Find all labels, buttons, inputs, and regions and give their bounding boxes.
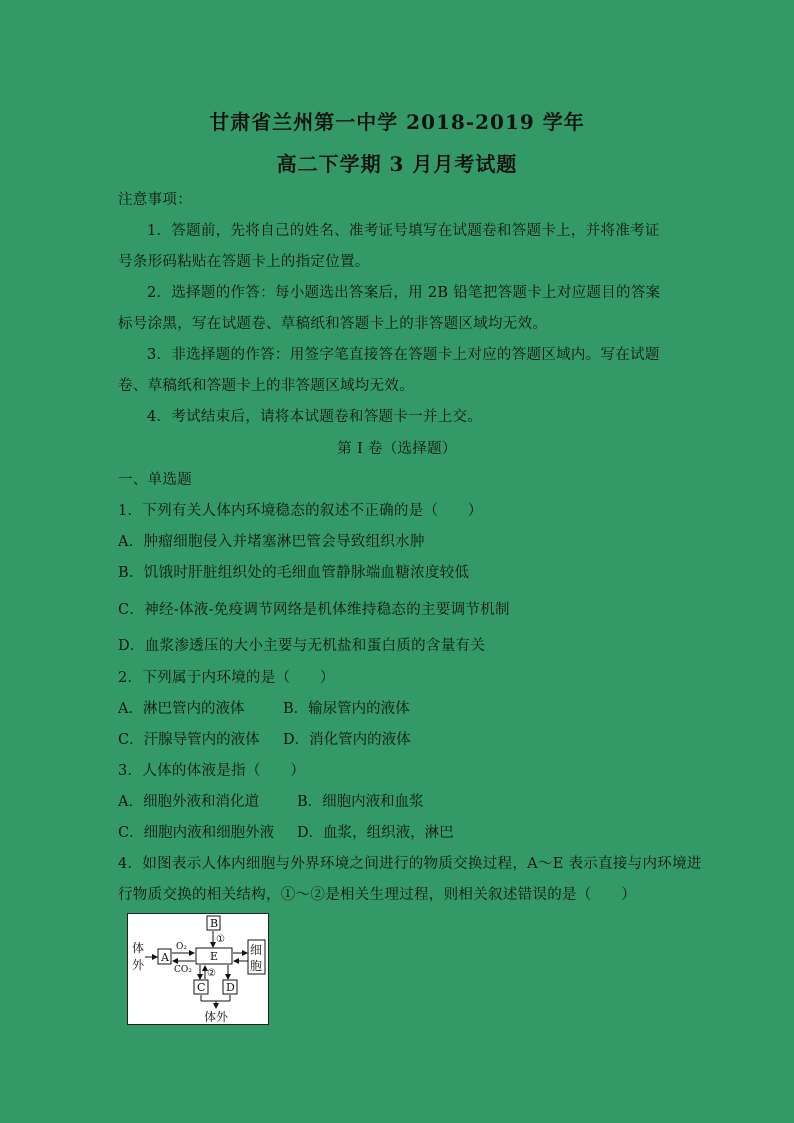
cell-label-bottom: 胞 [250,959,263,973]
notice-line: 2．选择题的作答：每小题选出答案后，用 2B 铅笔把答题卡上对应题目的答案 [147,285,661,301]
exam-title-line2: 高二下学期 3 月月考试题 [276,152,518,176]
question-4-stem-line1: 4．如图表示人体内细胞与外界环境之间进行的物质交换过程，A～E 表示直接与内环境进 [118,856,702,872]
box-a-label: A [161,951,169,964]
question-3-option-d: D．血浆，组织液，淋巴 [297,825,454,841]
notice-heading: 注意事项： [118,192,192,208]
notice-line: 3．非选择题的作答：用签字笔直接答在答题卡上对应的答题区域内。写在试题 [147,347,660,363]
question-3-stem: 3．人体的体液是指（ ） [118,763,306,779]
exchange-diagram [127,913,269,1025]
question-4-stem-line2: 行物质交换的相关结构，①～②是相关生理过程，则相关叙述错误的是（ ） [118,887,636,903]
question-1-stem: 1．下列有关人体内环境稳态的叙述不正确的是（ ） [118,503,483,519]
box-b-label: B [210,917,219,930]
step-1-label: ① [216,934,225,945]
question-3-option-a: A．细胞外液和消化道 [118,794,259,810]
question-2-option-a: A．淋巴管内的液体 [118,701,245,717]
question-1-option-b: B．饥饿时肝脏组织处的毛细血管静脉端血糖浓度较低 [118,565,470,581]
exam-title-line1: 甘肃省兰州第一中学 2018-2019 学年 [209,110,585,134]
question-1-option-a: A．肿瘤细胞侵入并堵塞淋巴管会导致组织水肿 [118,534,425,550]
exchange-diagram-svg [128,914,268,1024]
notice-line: 1．答题前，先将自己的姓名、准考证号填写在试题卷和答题卡上，并将准考证 [147,223,660,239]
outside-label-top: 体 [132,941,145,955]
section-title: 第 I 卷（选择题） [337,441,457,457]
notice-line: 标号涂黑，写在试题卷、草稿纸和答题卡上的非答题区域均无效。 [118,316,548,332]
question-2-stem: 2．下列属于内环境的是（ ） [118,670,335,686]
question-3-option-b: B．细胞内液和血浆 [297,794,424,810]
question-2-option-c: C．汗腺导管内的液体 [118,732,260,748]
notice-line: 卷、草稿纸和答题卡上的非答题区域均无效。 [118,378,414,394]
question-1-option-d: D．血浆渗透压的大小主要与无机盐和蛋白质的含量有关 [118,638,486,654]
outside-bottom-label: 体外 [204,1010,229,1024]
question-3-option-c: C．细胞内液和细胞外液 [118,825,275,841]
notice-line: 号条形码粘贴在答题卡上的指定位置。 [118,254,370,270]
question-2-option-d: D．消化管内的液体 [283,732,411,748]
question-1-option-c: C．神经-体液-免疫调节网络是机体维持稳态的主要调节机制 [118,602,510,618]
o2-label: O₂ [176,942,187,952]
cell-label-top: 细 [250,943,263,957]
part-title: 一、单选题 [118,472,192,488]
step-2-label: ② [207,968,216,979]
box-e-label: E [210,950,219,963]
notice-line: 4．考试结束后，请将本试题卷和答题卡一并上交。 [147,409,483,425]
box-c-label: C [197,981,206,994]
box-d-label: D [226,981,235,994]
co2-label: CO₂ [174,965,192,975]
outside-label-bottom: 外 [132,958,145,972]
question-2-option-b: B．输尿管内的液体 [283,701,410,717]
